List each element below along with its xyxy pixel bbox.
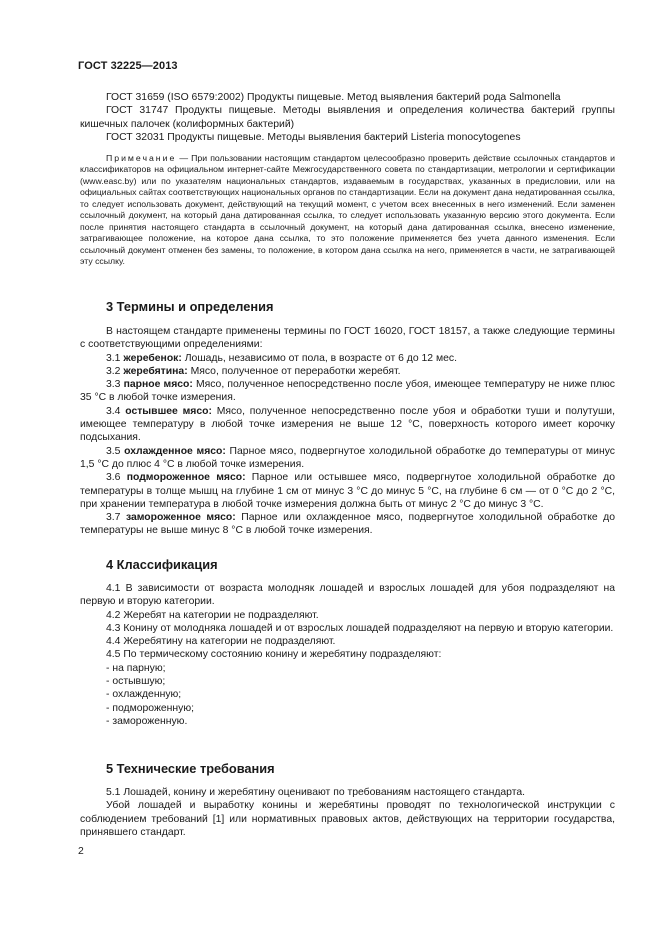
reference-item: ГОСТ 31659 (ISO 6579:2002) Продукты пищевые. Метод выявления бактерий рода Salmonella — [106, 92, 561, 103]
term-definition: 3.1 жеребенок: Лошадь, независимо от пола, в возрасте от 6 до 12 мес. — [106, 352, 457, 364]
section-3-heading: 3 Термины и определения — [106, 299, 274, 314]
term-name: остывшее мясо: — [125, 405, 212, 417]
term-definition: 3.6 подмороженное мясо: Парное или остывшее мясо, подвергнутое холодильной обработке до температуры в толще мышц на глубине 1 см от минус 3 °С до минус 5 °С, на глубине 6 см — от 0 °С до 2 °С, при хранении температура в любой точке измерения должна быть от минус 2 °С до минус 3 °С. — [80, 472, 615, 510]
reference-item: ГОСТ 31747 Продукты пищевые. Методы выявления и определения количества бактерий группы кишечных палочек (колиформных бактерий) — [80, 105, 615, 130]
term-name: жеребятина: — [123, 365, 188, 377]
section-3-intro: В настоящем стандарте применены термины по ГОСТ 16020, ГОСТ 18157, а также следующие термины с соответствующими определениями: — [80, 326, 615, 351]
term-definition: 3.3 парное мясо: Мясо, полученное непосредственно после убоя, имеющее температуру не ниже плюс 35 °С в любой точке измерения. — [80, 379, 615, 404]
note-label: Примечание — [106, 153, 177, 163]
clause-4-3: 4.3 Конину от молодняка лошадей и от взрослых лошадей подразделяют на первую и вторую категории. — [106, 622, 614, 634]
reference-item: ГОСТ 32031 Продукты пищевые. Методы выявления бактерий Listeria monocytogenes — [106, 131, 521, 143]
clause-5-1-paragraph: Убой лошадей и выработку конины и жеребятины проводят по технологической инструкции с соблюдением требований [1] или нормативных правовых актов, действующих на территории государства, принявшего стандарт. — [80, 800, 615, 838]
list-item: - подмороженную; — [106, 702, 195, 714]
term-definition: 3.2 жеребятина: Мясо, полученное от переработки жеребят. — [106, 365, 401, 377]
term-name: охлажденное мясо: — [124, 445, 226, 457]
clause-4-2: 4.2 Жеребят на категории не подразделяют. — [106, 609, 319, 621]
clause-4-5: 4.5 По термическому состоянию конину и жеребятину подразделяют: — [106, 649, 442, 661]
term-name: замороженное мясо: — [125, 512, 236, 524]
term-name: подмороженное мясо: — [126, 472, 246, 484]
term-definition: 3.5 охлажденное мясо: Парное мясо, подвергнутое холодильной обработке до температуры от минус 1,5 °С до плюс 4 °С в любой точке измерения. — [80, 445, 615, 470]
list-item: - остывшую; — [106, 676, 166, 688]
term-definition: 3.4 остывшее мясо: Мясо, полученное непосредственно после убоя и обработки туши и полутуши, имеющее температуру в любой точке измерения не выше 12 °С, поверхность которого имеет корочку подсыхания. — [80, 405, 615, 444]
page-number: 2 — [78, 846, 84, 857]
note-block — [80, 153, 615, 268]
clause-4-4: 4.4 Жеребятину на категории не подразделяют. — [106, 636, 336, 648]
term-name: парное мясо: — [123, 379, 193, 391]
section-5-heading: 5 Технические требования — [106, 761, 275, 776]
section-3-body — [80, 325, 615, 538]
term-definition: 3.7 замороженное мясо: Парное или охлажденное мясо, подвергнутое холодильной обработке до температуры не выше минус 8 °С в любой точке измерения. — [80, 512, 616, 537]
section-5-body — [80, 786, 615, 839]
note-text: — При пользовании настоящим стандартом целесообразно проверить действие ссылочных стандартов и классификаторов на официальном интернет-сайте Межгосударственного совета по стандартизации, метрологии и сертификации (www.easc.by) или по указателям национальных стандартов, издаваемым в государствах, указанных в предисловии, или на официальных сайтах соответствующих национальных органов по стандартизации. Если на документ дана недатированная ссылка, то следует использовать документ, действующий на текущий момент, с учетом всех внесенных в него изменений. Если заменен ссылочный документ, на который дана датированная ссылка, то следует использовать указанную версию этого документа. Если после принятия настоящего стандарта в ссылочный документ, на который дана датированная ссылка, внесено изменение, затрагивающее положение, на которое дана ссылка, то это положение применяется без учета данного изменения. Если ссылочный документ отменен без замены, то положение, в котором дана ссылка на него, применяется в части, не затрагивающей эту ссылку. — [80, 153, 615, 267]
doc-code-header: ГОСТ 32225—2013 — [78, 60, 178, 72]
list-item: - замороженную. — [106, 715, 188, 727]
section-4-heading: 4 Классификация — [106, 557, 218, 572]
clause-4-1: 4.1 В зависимости от возраста молодняк лошадей и взрослых лошадей для убоя подразделяют на первую и вторую категории. — [80, 583, 615, 608]
term-name: жеребенок: — [123, 352, 182, 364]
normative-references — [80, 91, 615, 144]
note-paragraph — [80, 153, 615, 268]
section-4-body — [80, 582, 615, 728]
clause-5-1: 5.1 Лошадей, конину и жеребятину оценивают по требованиям настоящего стандарта. — [106, 787, 526, 798]
list-item: - охлажденную; — [106, 689, 182, 701]
list-item: - на парную; — [106, 662, 166, 674]
